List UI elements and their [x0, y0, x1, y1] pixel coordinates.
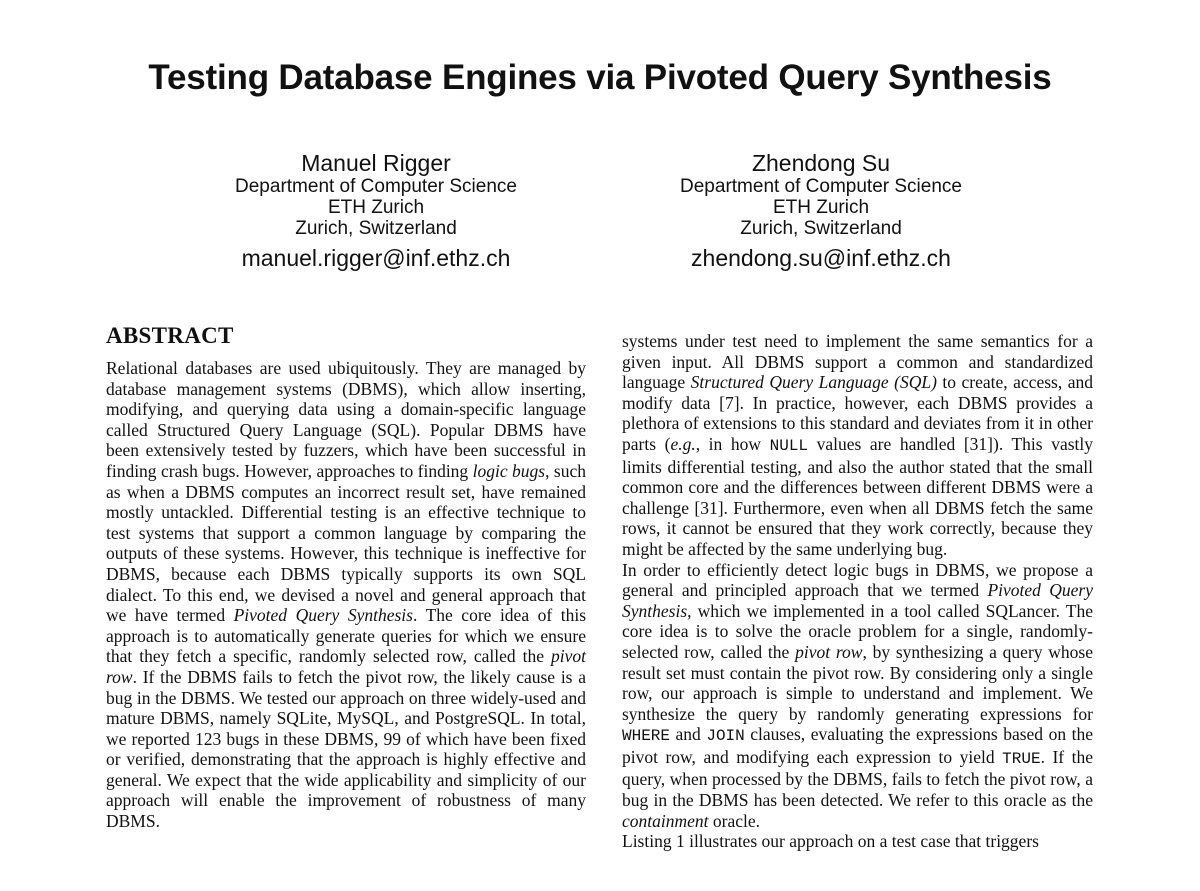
author-email: zhendong.su@inf.ethz.ch — [691, 245, 951, 271]
intro-paragraph-2: In order to efficiently detect logic bugs in DBMS, we propose a general and principled approach that we termed Pivoted Query Synthesis, which we implemented in a tool called SQLancer. The core idea is to solve the oracle problem for a single, randomly-selected row, called the pivot row, by synthesizing a query whose result set must contain the pivot row. By considering only a single row, our approach is simple to understand and implement. We synthesize the query by randomly generating expressions for WHERE and JOIN clauses, evaluating the expressions based on the pivot row, and modifying each expression to yield TRUE. If the query, when processed by the DBMS, fails to fetch the pivot row, a bug in the DBMS has been detected. We refer to this oracle as the containment oracle. — [622, 559, 1094, 831]
abstract-heading: ABSTRACT — [106, 323, 234, 348]
author-email: manuel.rigger@inf.ethz.ch — [241, 245, 511, 271]
abstract-paragraph: Relational databases are used ubiquitously. They are managed by database management systems (DBMS), which allow inserting, modifying, and querying data using a domain-specific language called Structured Query Language (SQL). Popular DBMS have been extensively tested by fuzzers, which have been successful in finding crash bugs. However, approaches to finding logic bugs, such as when a DBMS computes an incorrect result set, have remained mostly untackled. Differential testing is an effective technique to test systems that support a common language by comparing the outputs of these systems. However, this technique is ineffective for DBMS, because each DBMS typically supports its own SQL dialect. To this end, we devised a novel and general approach that we have termed Pivoted Query Synthesis. The core idea of this approach is to automatically generate queries for which we ensure that they fetch a specific, randomly selected row, called the pivot row. If the DBMS fails to fetch the pivot row, the likely cause is a bug in the DBMS. We tested our approach on three widely-used and mature DBMS, namely SQLite, MySQL, and PostgreSQL. In total, we reported 123 bugs in these DBMS, 99 of which have been fixed or verified, demonstrating that the approach is highly effective and general. We expect that the wide applicability and simplicity of our approach will enable the improvement of robustness of many DBMS. — [106, 358, 587, 832]
intro-paragraph-3: Listing 1 illustrates our approach on a test case that triggers — [622, 831, 1039, 852]
author-block-su — [611, 150, 1031, 271]
author-block-rigger — [166, 150, 586, 271]
author-location: Zurich, Switzerland — [295, 218, 457, 239]
left-column — [106, 322, 586, 832]
author-institution: ETH Zurich — [772, 197, 870, 218]
author-department: Department of Computer Science — [680, 176, 962, 197]
author-department: Department of Computer Science — [235, 176, 517, 197]
author-name: Manuel Rigger — [301, 150, 451, 176]
author-location: Zurich, Switzerland — [740, 218, 902, 239]
author-name: Zhendong Su — [751, 150, 891, 176]
right-column — [622, 331, 1093, 852]
paper-title: Testing Database Engines via Pivoted Query Synthesis — [148, 58, 1052, 97]
intro-paragraph-1: systems under test need to implement the same semantics for a given input. All DBMS support a common and standardized language Structured Query Language (SQL) to create, access, and modify data [7]. In practice, however, each DBMS provides a plethora of extensions to this standard and deviates from it in other parts (e.g., in how NULL values are handled [31]). This vastly limits differential testing, and also the author stated that the small common core and the differences between different DBMS were a challenge [31]. Furthermore, even when all DBMS fetch the same rows, it cannot be ensured that they work correctly, because they might be affected by the same underlying bug. — [622, 331, 1093, 559]
author-institution: ETH Zurich — [327, 197, 425, 218]
